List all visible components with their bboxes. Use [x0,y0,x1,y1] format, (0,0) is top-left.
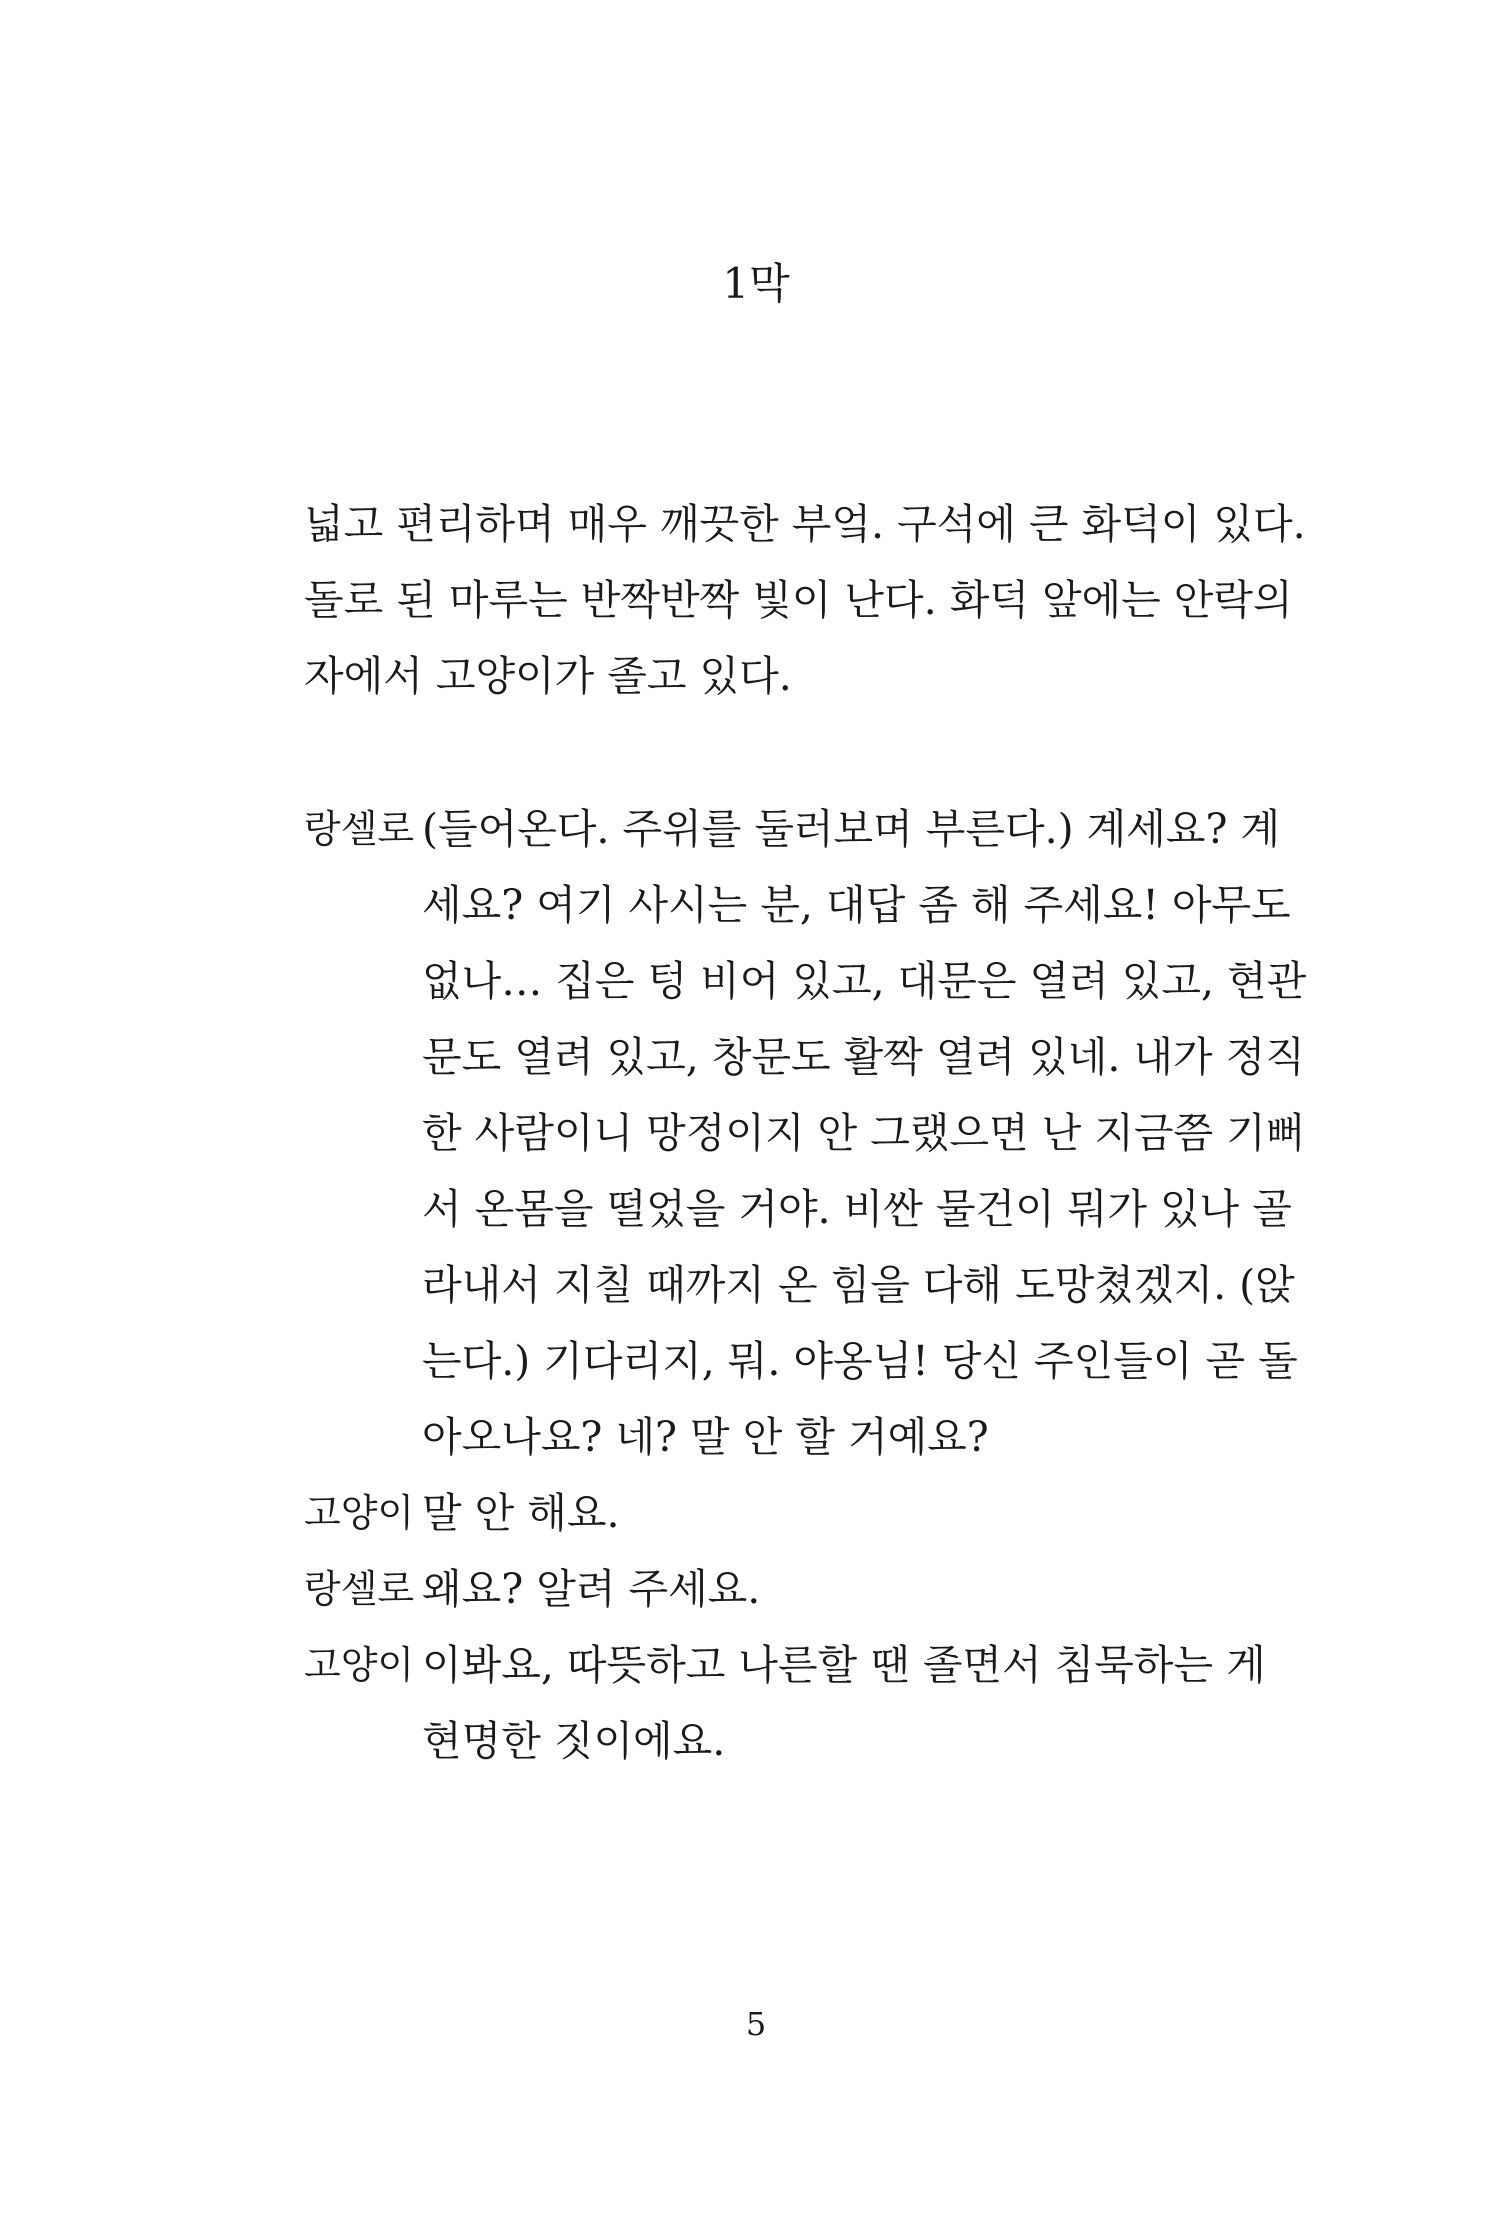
speech-line: 문도 열려 있고, 창문도 활짝 열려 있네. 내가 정직 [422,1033,1305,1081]
speaker-name: 고양이 [304,1643,415,1687]
dialogue [304,791,1307,1779]
page-number: 5 [745,2005,767,2043]
speech-line: 말 안 해요. [422,1489,620,1537]
speech-line: 없나… 집은 텅 비어 있고, 대문은 열려 있고, 현관 [422,957,1307,1005]
speaker-name: 고양이 [304,1491,415,1535]
stage-direction-line: 넓고 편리하며 매우 깨끗한 부엌. 구석에 큰 화덕이 있다. [304,500,1306,548]
speech-block [304,1627,1266,1779]
speech-block [304,791,1307,1475]
speech-block [304,1551,1236,1627]
stage-direction [304,486,1306,714]
speech-line: 왜요? 알려 주세요. [422,1565,761,1613]
speaker-name: 랑셀로 [304,807,415,851]
speech-line: 서 온몸을 떨었을 거야. 비싼 물건이 뭐가 있나 골 [422,1185,1292,1233]
stage-direction-line: 돌로 된 마루는 반짝반짝 빛이 난다. 화덕 앞에는 안락의 [304,576,1293,624]
speech-line: (들어온다. 주위를 둘러보며 부른다.) 계세요? 계 [422,805,1281,853]
speech-line: 는다.) 기다리지, 뭐. 야옹님! 당신 주인들이 곧 돌 [422,1337,1298,1385]
speech-block [304,1475,1236,1551]
speech-line: 아오나요? 네? 말 안 할 거예요? [422,1413,989,1461]
speech-line: 한 사람이니 망정이지 안 그랬으면 난 지금쯤 기뻐 [422,1109,1306,1157]
speech-line: 라내서 지칠 때까지 온 힘을 다해 도망쳤겠지. (앉 [422,1261,1295,1309]
speech-line: 이봐요, 따뜻하고 나른할 땐 졸면서 침묵하는 게 [422,1641,1266,1689]
speaker-name: 랑셀로 [304,1567,415,1611]
speech-line: 현명한 짓이에요. [422,1717,726,1765]
speech-line: 세요? 여기 사시는 분, 대답 좀 해 주세요! 아무도 [422,881,1291,929]
stage-direction-line: 자에서 고양이가 졸고 있다. [304,652,792,700]
act-title: 1막 [722,259,790,308]
